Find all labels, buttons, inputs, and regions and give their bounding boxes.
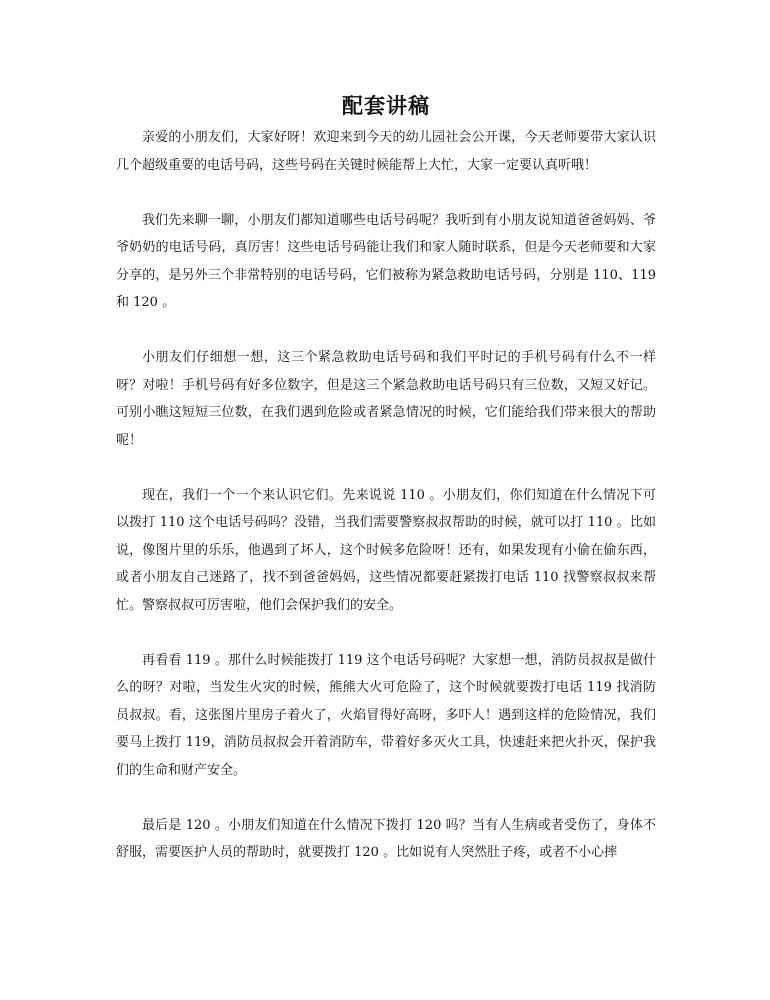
document-page <box>116 88 656 867</box>
paragraph-120: 最后是 120 。小朋友们知道在什么情况下拨打 120 吗？当有人生病或者受伤了，身体不舒服，需要医护人员的帮助时，就要拨打 120 。比如说有人突然肚子疼，或者不小心摔 <box>116 817 656 860</box>
paragraph-greeting: 亲爱的小朋友们，大家好呀！欢迎来到今天的幼儿园社会公开课，今天老师要带大家认识几个超级重要的电话号码，这些号码在关键时候能帮上大忙，大家一定要认真听哦！ <box>116 130 656 173</box>
document-title: 配套讲稿 <box>342 93 430 118</box>
paragraph-three-digits: 小朋友们仔细想一想，这三个紧急救助电话号码和我们平时记的手机号码有什么不一样呀？对啦！手机号码有好多位数字，但是这三个紧急救助电话号码只有三位数，又短又好记。可别小瞧这短短三位数，在我们遇到危险或者紧急情况的时候，它们能给我们带来很大的帮助呢！ <box>116 350 656 448</box>
paragraph-introduction: 我们先来聊一聊，小朋友们都知道哪些电话号码呢？我听到有小朋友说知道爸爸妈妈、爷爷奶奶的电话号码，真厉害！这些电话号码能让我们和家人随时联系，但是今天老师要和大家分享的，是另外三个非常特别的电话号码，它们被称为紧急救助电话号码，分别是 110、119 和 120 。 <box>116 212 656 310</box>
paragraph-110: 现在，我们一个一个来认识它们。先来说说 110 。小朋友们，你们知道在什么情况下可以拨打 110 这个电话号码吗？没错，当我们需要警察叔叔帮助的时候，就可以打 110 。比如说，像图片里的乐乐，他遇到了坏人，这个时候多危险呀！还有，如果发现有小偷在偷东西，或者小朋友自己迷路了，找不到爸爸妈妈，这些情况都要赶紧拨打电话 110 找警察叔叔来帮忙。警察叔叔可厉害啦，他们会保护我们的安全。 <box>116 487 656 613</box>
paragraph-119: 再看看 119 。那什么时候能拨打 119 这个电话号码呢？大家想一想，消防员叔叔是做什么的呀？对啦，当发生火灾的时候，熊熊大火可危险了，这个时候就要拨打电话 119 找消防员叔叔。看，这张图片里房子着火了，火焰冒得好高呀，多吓人！遇到这样的危险情况，我们要马上拨打 119，消防员叔叔会开着消防车，带着好多灭火工具，快速赶来把火扑灭，保护我们的生命和财产安全。 <box>116 652 656 778</box>
